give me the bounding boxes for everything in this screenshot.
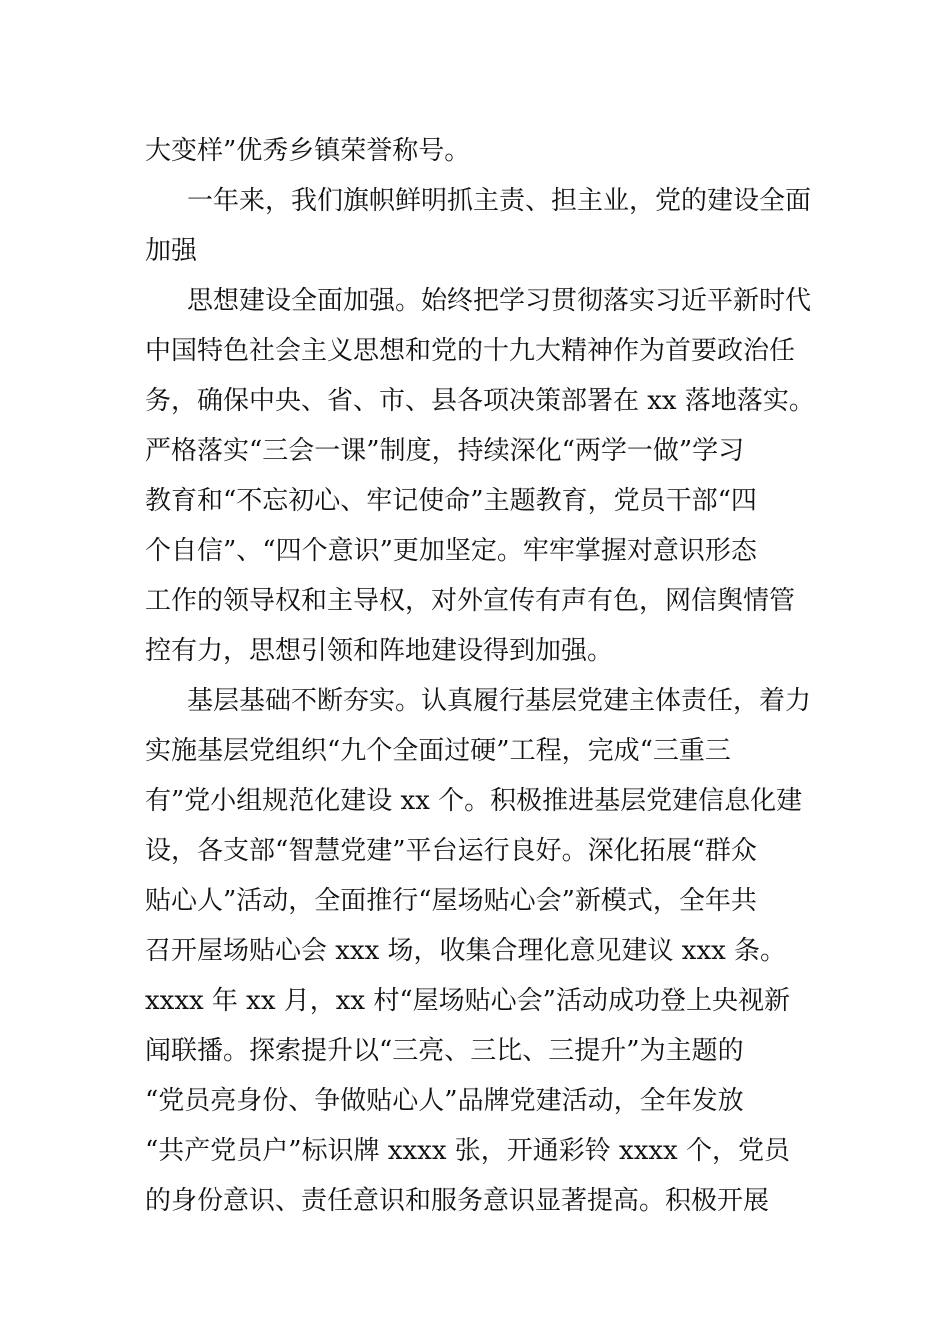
text-line: 加强 — [145, 236, 198, 266]
text-line: 实施基层党组织“九个全面过硬”工程，完成“三重三 — [145, 736, 731, 766]
paragraph-start-line: 一年来，我们旗帜鲜明抓主责、担主业，党的建设全面 — [187, 186, 812, 216]
text-line: 有”党小组规范化建设 xx 个。积极推进基层党建信息化建 — [145, 786, 803, 816]
text-line: 务，确保中央、省、市、县各项决策部署在 xx 落地落实。 — [145, 386, 815, 416]
text-line: “党员亮身份、争做贴心人”品牌党建活动，全年发放 — [145, 1086, 744, 1116]
text-line: 设，各支部“智慧党建”平台运行良好。深化拓展“群众 — [145, 836, 757, 866]
text-line: 的身份意识、责任意识和服务意识显著提高。积极开展 — [145, 1186, 770, 1216]
text-line: “共产党员户”标识牌 xxxx 张，开通彩铃 xxxx 个，党员 — [145, 1136, 790, 1166]
text-line: 大变样”优秀乡镇荣誉称号。 — [145, 136, 471, 166]
paragraph-start-line: 基层基础不断夯实。认真履行基层党建主体责任，着力 — [187, 686, 812, 716]
text-line: 工作的领导权和主导权，对外宣传有声有色，网信舆情管 — [145, 586, 796, 616]
text-line: 中国特色社会主义思想和党的十九大精神作为首要政治任 — [145, 336, 796, 366]
text-line: 贴心人”活动，全面推行“屋场贴心会”新模式，全年共 — [145, 886, 757, 916]
paragraph-start-line: 思想建设全面加强。始终把学习贯彻落实习近平新时代 — [187, 286, 812, 316]
text-line: xxxx 年 xx 月，xx 村“屋场贴心会”活动成功登上央视新 — [145, 986, 790, 1016]
text-line: 个自信”、“四个意识”更加坚定。牢牢掌握对意识形态 — [145, 536, 757, 566]
text-line: 教育和“不忘初心、牢记使命”主题教育，党员干部“四 — [145, 486, 757, 516]
text-line: 召开屋场贴心会 xxx 场，收集合理化意见建议 xxx 条。 — [145, 936, 787, 966]
text-line: 闻联播。探索提升以“三亮、三比、三提升”为主题的 — [145, 1036, 744, 1066]
text-line: 控有力，思想引领和阵地建设得到加强。 — [145, 636, 614, 666]
text-line: 严格落实“三会一课”制度，持续深化“两学一做”学习 — [145, 436, 745, 466]
